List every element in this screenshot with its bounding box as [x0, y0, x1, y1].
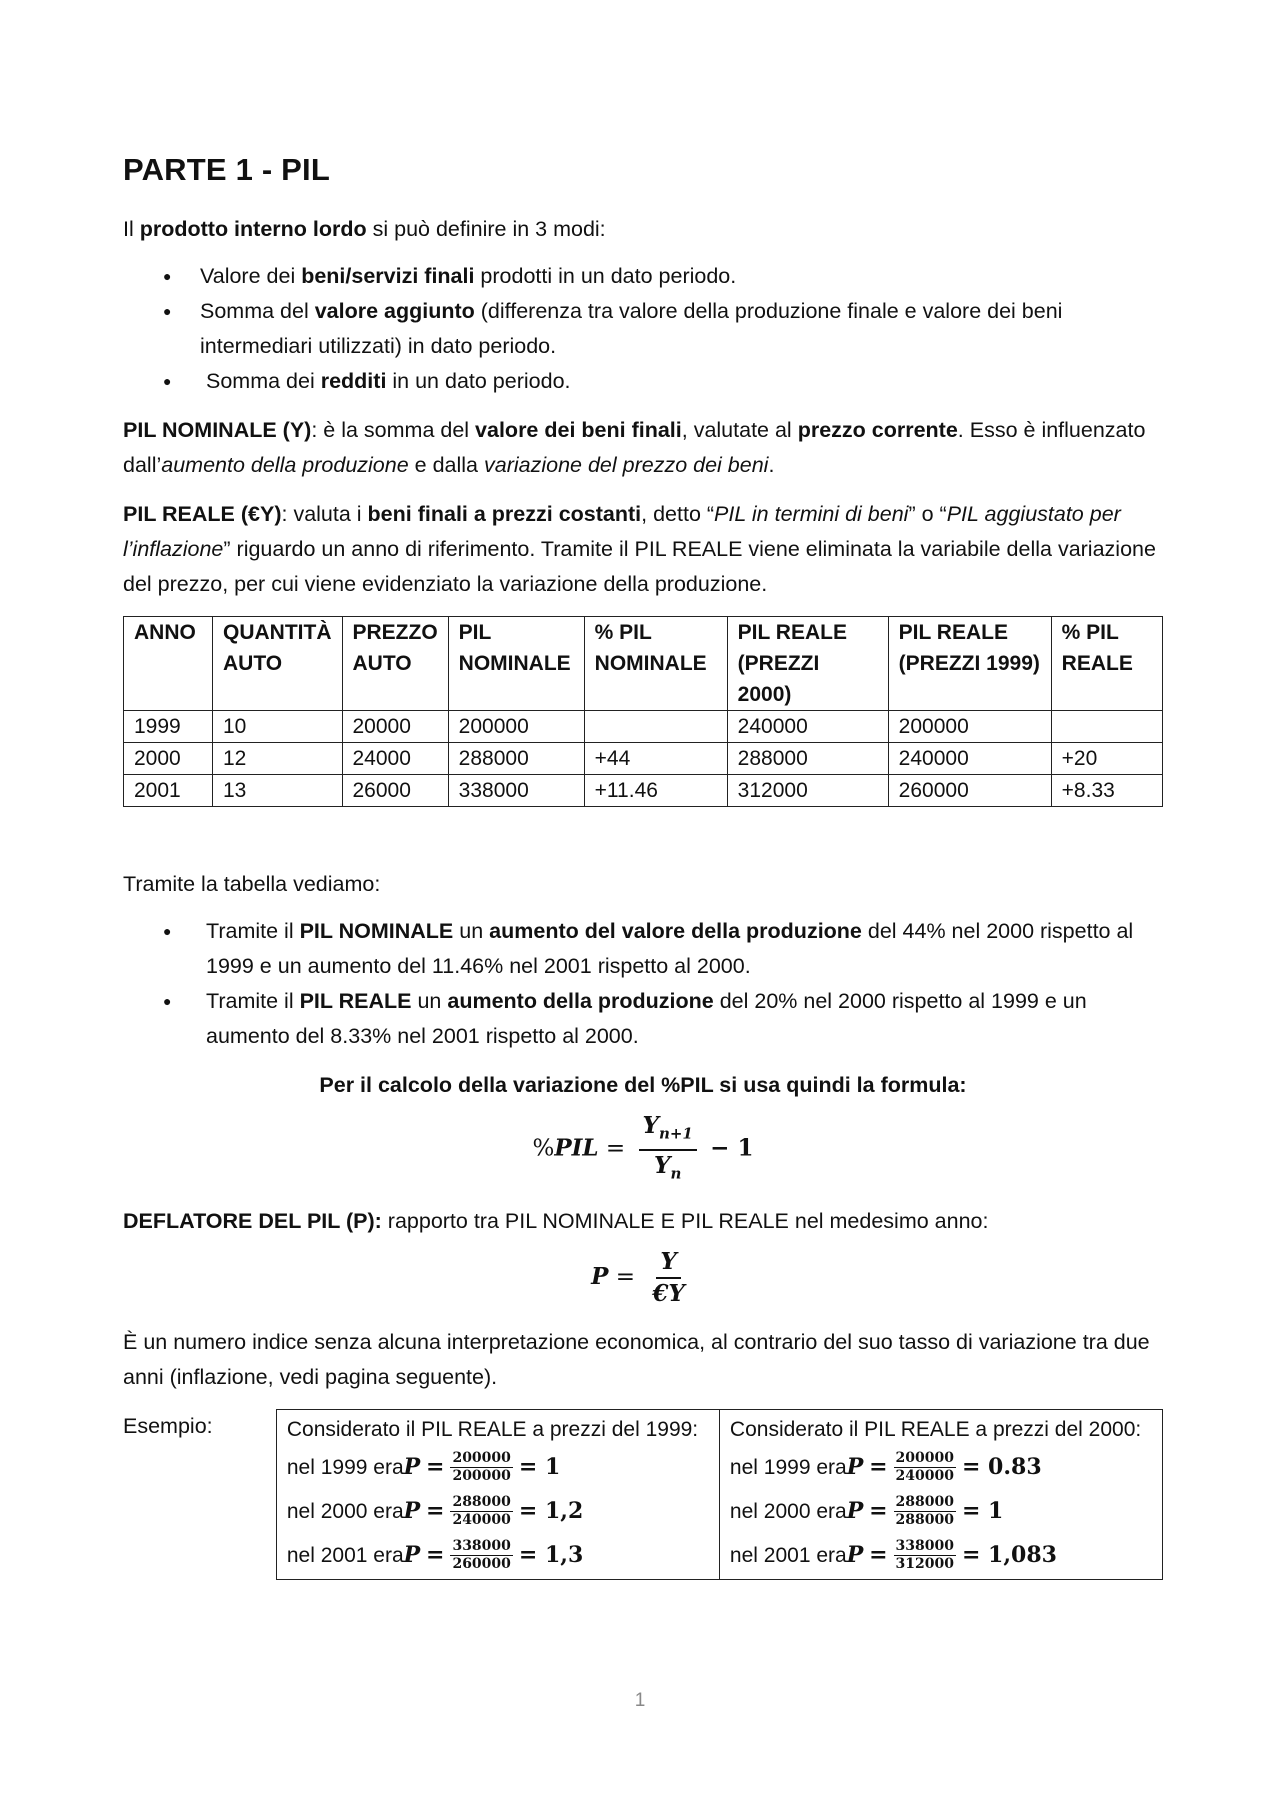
esempio-table — [276, 1409, 1163, 1580]
table-cell: 1999 — [124, 711, 213, 743]
pil-reale-label: PIL REALE (€Y) — [123, 502, 282, 526]
table-header-cell: % PIL REALE — [1051, 617, 1162, 711]
intro-text-end: si può definire in 3 modi: — [366, 217, 606, 241]
deflatore-label: DEFLATORE DEL PIL (P): — [123, 1209, 382, 1234]
table-cell — [584, 711, 727, 743]
intro-text: Il — [123, 217, 140, 241]
page-title: PARTE 1 - PIL — [123, 152, 330, 187]
list-item: ● Tramite il PIL NOMINALE un aumento del valore della produzione del 44% nel 2000 rispetto al 1999 e un aumento del 11.46% nel 2001 rispetto al 2000. — [200, 914, 1163, 984]
table-cell: 10 — [213, 711, 343, 743]
pil-nominale-label: PIL NOMINALE (Y) — [123, 418, 312, 442]
page-content — [123, 150, 1163, 1580]
esempio-row: nel 1999 era P = $\frac{200000}{200000}$ = 1 — [286, 1449, 561, 1484]
table-cell: 338000 — [448, 775, 584, 807]
pil-reale-paragraph: PIL REALE (€Y): valuta i beni finali a prezzi costanti, detto “PIL in termini di beni” o “PIL aggiustato per l’inflazione” riguardo un anno di riferimento. Tramite il PIL REALE viene eliminata la variabile della variazione del prezzo, per cui viene evidenziato la variazione della produzione. — [123, 502, 1156, 596]
intro-paragraph — [123, 212, 1163, 247]
table-header-cell: PIL REALE (PREZZI 1999) — [888, 617, 1051, 711]
table-header-cell: PREZZO AUTO — [342, 617, 448, 711]
formula-heading: Per il calcolo della variazione del %PIL si usa quindi la formula: — [319, 1073, 967, 1097]
esempio-heading: Considerato il PIL REALE a prezzi del 2000: — [729, 1418, 1142, 1442]
esempio-column — [719, 1410, 1162, 1580]
table-cell: +20 — [1051, 743, 1162, 775]
table-cell: +44 — [584, 743, 727, 775]
formula-fraction: $\frac{Y}{€Y}$ — [652, 1248, 685, 1308]
esempio-section — [123, 1409, 1163, 1580]
list-item: ● Valore dei beni/servizi finali prodotti in un dato periodo. — [200, 259, 1163, 294]
deflatore-paragraph: DEFLATORE DEL PIL (P): rapporto tra PIL NOMINALE E PIL REALE nel medesimo anno: — [123, 1209, 989, 1234]
intro-bold: prodotto interno lordo — [139, 217, 367, 241]
pil-table — [123, 616, 1163, 807]
esempio-label: Esempio: — [123, 1414, 213, 1439]
table-cell: 240000 — [727, 711, 888, 743]
table-row — [276, 1410, 1162, 1580]
list-item: ● Somma dei redditi in un dato periodo. — [200, 364, 1163, 399]
table-cell: 12 — [213, 743, 343, 775]
page-number: 1 — [634, 1690, 646, 1711]
table-cell: +11.46 — [584, 775, 727, 807]
pil-variation-formula: %PIL = $\frac{Y_{n+1}}{Y_n}$ − 1 — [123, 1111, 1163, 1188]
table-cell: 20000 — [342, 711, 448, 743]
formula-fraction: $\frac{Y_{n+1}}{Y_n}$ — [639, 1111, 697, 1188]
list-item: ● Tramite il PIL REALE un aumento della produzione del 20% nel 2000 rispetto al 1999 e un aumento del 8.33% nel 2001 rispetto al 2000. — [200, 984, 1163, 1054]
pil-nominale-paragraph: PIL NOMINALE (Y): è la somma del valore dei beni finali, valutate al prezzo corrente. Esso è influenzato dall’aumento della produzione e dalla variazione del prezzo dei beni. — [123, 418, 1146, 477]
table-cell: 312000 — [727, 775, 888, 807]
table-cell: 200000 — [888, 711, 1051, 743]
esempio-row: nel 2001 era P = $\frac{338000}{260000}$ = 1,3 — [286, 1537, 584, 1572]
table-header-cell: PIL NOMINALE — [448, 617, 584, 711]
definitions-list — [123, 259, 1163, 399]
esempio-column — [276, 1410, 719, 1580]
table-cell: 288000 — [448, 743, 584, 775]
tabella-list — [123, 914, 1163, 1054]
table-row — [124, 743, 1163, 775]
table-cell: 24000 — [342, 743, 448, 775]
table-cell: 13 — [213, 775, 343, 807]
tabella-intro: Tramite la tabella vediamo: — [123, 872, 381, 896]
table-row — [124, 775, 1163, 807]
table-cell: 2001 — [124, 775, 213, 807]
table-cell: 240000 — [888, 743, 1051, 775]
table-header-cell: PIL REALE (PREZZI 2000) — [727, 617, 888, 711]
table-cell: 200000 — [448, 711, 584, 743]
table-header-cell: ANNO — [124, 617, 213, 711]
spacer — [123, 807, 1163, 867]
list-item: ● Somma del valore aggiunto (differenza tra valore della produzione finale e valore dei beni intermediari utilizzati) in dato periodo. — [200, 294, 1163, 364]
table-row — [124, 711, 1163, 743]
table-header-cell: QUANTITÀ AUTO — [213, 617, 343, 711]
indice-paragraph: È un numero indice senza alcuna interpretazione economica, al contrario del suo tasso di variazione tra due anni (inflazione, vedi pagina seguente). — [123, 1330, 1150, 1390]
table-cell: 26000 — [342, 775, 448, 807]
table-header-row — [124, 617, 1163, 711]
table-cell: +8.33 — [1051, 775, 1162, 807]
esempio-row: nel 2001 era P = $\frac{338000}{312000}$ = 1,083 — [729, 1537, 1057, 1572]
table-header-cell: % PIL NOMINALE — [584, 617, 727, 711]
esempio-row: nel 2000 era P = $\frac{288000}{240000}$ = 1,2 — [286, 1493, 584, 1528]
table-cell: 2000 — [124, 743, 213, 775]
esempio-row: nel 1999 era P = $\frac{200000}{240000}$ = 0.83 — [729, 1449, 1042, 1484]
table-cell — [1051, 711, 1162, 743]
table-cell: 288000 — [727, 743, 888, 775]
deflatore-formula: P = $\frac{Y}{€Y}$ — [123, 1247, 1163, 1309]
esempio-heading: Considerato il PIL REALE a prezzi del 1999: — [286, 1418, 699, 1442]
esempio-row: nel 2000 era P = $\frac{288000}{288000}$ = 1 — [729, 1493, 1004, 1528]
table-cell: 260000 — [888, 775, 1051, 807]
